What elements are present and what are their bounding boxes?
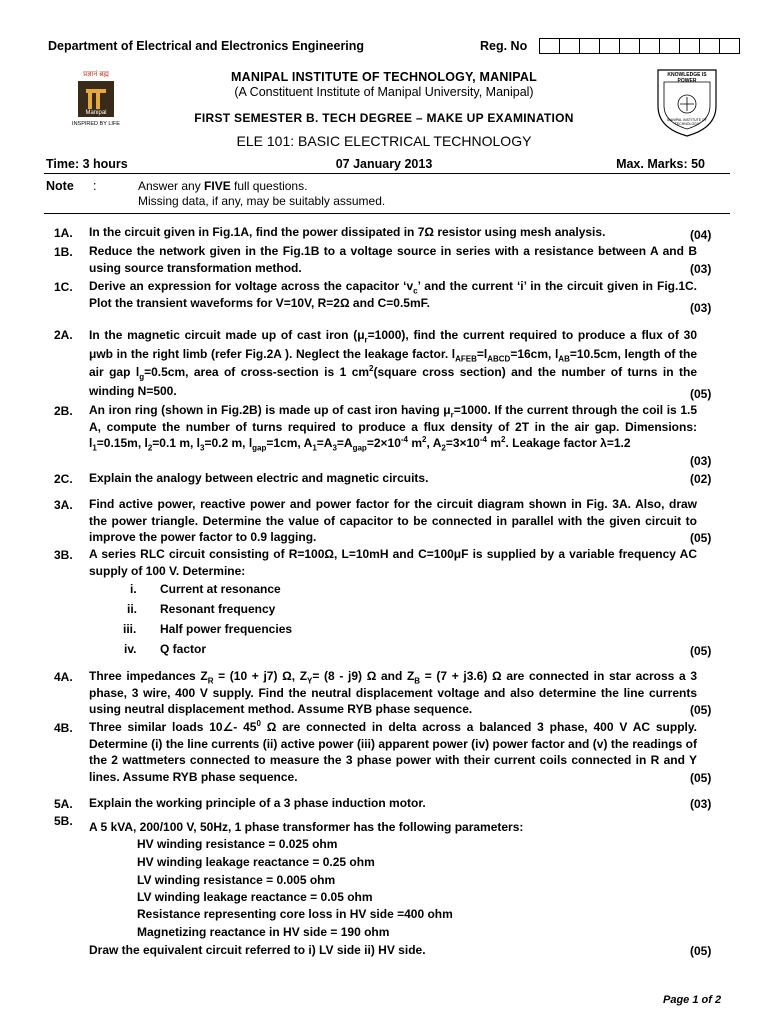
question-number: 1A. bbox=[54, 226, 73, 240]
question-4b-text: Three similar loads 10∠- $45^0$ Ω are connected in delta across a balanced 3 phase, 400 V AC supply. Determine (i) the line currents (ii) active power (iii) apparent power (iv) power factor and (v) the readings of the 2 wattmeters connected to measure the 3 phase power with their current coils connected in R and Y lines. Assume RYB phase sequence. bbox=[89, 719, 697, 784]
list-item: Current at resonance bbox=[160, 582, 281, 596]
question-marks: (04) bbox=[690, 228, 712, 242]
question-number: 2A. bbox=[54, 328, 73, 342]
exam-title: FIRST SEMESTER B. TECH DEGREE – MAKE UP EXAMINATION bbox=[194, 111, 574, 125]
question-4a-text: Three impedances $Z_R = (10 + j7)$ Ω, $Z_Y= (8 - j9)$ Ω and $Z_B = (7 + j3.6)$ Ω are connected in star across a 3 phase, 3 wire, 400 V supply. Find the neutral displacement voltage and also determine the line currents using neutral displacement method. Assume RYB phase sequence. bbox=[89, 669, 698, 717]
exam-duration: Time: 3 hours bbox=[46, 157, 128, 171]
parameter-line: LV winding resistance = 0.005 ohm bbox=[137, 873, 336, 887]
question-marks: (05) bbox=[690, 944, 712, 958]
page-number: Page 1 of 2 bbox=[663, 994, 722, 1006]
list-item-number: ii. bbox=[127, 602, 138, 616]
list-item: Q factor bbox=[160, 642, 207, 656]
question-marks: (03) bbox=[690, 262, 712, 276]
question-3b-text: A series RLC circuit consisting of R=100Ω, L=10mH and C=100μF is supplied by a variable frequency AC supply of 100 V. Determine: bbox=[89, 547, 697, 578]
list-item: Half power frequencies bbox=[160, 622, 293, 636]
question-number: 3B. bbox=[54, 548, 73, 562]
list-item-number: i. bbox=[130, 582, 137, 596]
department-name: Department of Electrical and Electronics Engineering bbox=[48, 39, 365, 53]
header-divider bbox=[44, 173, 730, 174]
question-marks: (03) bbox=[690, 454, 712, 468]
question-number: 4B. bbox=[54, 721, 73, 735]
question-2b-text: An iron ring (shown in Fig.2B) is made up of cast iron having $\mu_r=1000$. If the current through the coil is 1.5 A, compute the number of turns required to produce a flux density of 2T in the air gap. Dimensions: $l_1=0.15m$, $l_2=0.1$ m, $l_3=0.2$ m, $l_{gap}=1cm$, $A_1=A_3=A_{gap}=2\times 10^{-4}$ $m^2$, $A_2=3\times 10^{-4}$ $m^2$. Leakage factor λ=1.2 bbox=[89, 403, 697, 453]
question-marks: (05) bbox=[690, 703, 712, 717]
note-colon: : bbox=[93, 179, 97, 193]
parameter-line: HV winding resistance = 0.025 ohm bbox=[137, 837, 338, 851]
question-number: 1C. bbox=[54, 280, 73, 294]
question-number: 1B. bbox=[54, 245, 73, 259]
list-item: Resonant frequency bbox=[160, 602, 276, 616]
question-marks: (03) bbox=[690, 301, 712, 315]
reg-no-label: Reg. No bbox=[480, 39, 528, 53]
exam-date: 07 January 2013 bbox=[335, 157, 433, 171]
question-number: 3A. bbox=[54, 498, 73, 512]
question-number: 4A. bbox=[54, 670, 73, 684]
question-marks: (02) bbox=[690, 472, 712, 486]
question-marks: (05) bbox=[690, 531, 712, 545]
course-title: ELE 101: BASIC ELECTRICAL TECHNOLOGY bbox=[236, 133, 532, 149]
list-item-number: iii. bbox=[123, 622, 137, 636]
question-1a-text: In the circuit given in Fig.1A, find the power dissipated in 7Ω resistor using mesh analysis. bbox=[89, 225, 606, 239]
question-2c-text: Explain the analogy between electric and magnetic circuits. bbox=[89, 471, 429, 485]
question-1b-text: Reduce the network given in the Fig.1B to a voltage source in series with a resistance between A and B using source transformation method. bbox=[89, 244, 697, 275]
question-number: 2C. bbox=[54, 472, 73, 486]
question-marks: (05) bbox=[690, 387, 712, 401]
list-item-number: iv. bbox=[124, 642, 137, 656]
question-marks: (05) bbox=[690, 771, 712, 785]
question-number: 5A. bbox=[54, 797, 73, 811]
question-marks: (05) bbox=[690, 644, 712, 658]
constituent-line: (A Constituent Institute of Manipal University, Manipal) bbox=[234, 85, 534, 99]
question-number: 2B. bbox=[54, 404, 73, 418]
question-5b-intro: A 5 kVA, 200/100 V, 50Hz, 1 phase transformer has the following parameters: bbox=[89, 820, 524, 834]
mit-seal-logo: KNOWLEDGE IS POWER MANIPAL INSTITUTE OF TECHNOLOGY bbox=[652, 66, 722, 138]
question-3a-text: Find active power, reactive power and power factor for the circuit diagram shown in Fig. 3A. Also, draw the power triangle. Determine the value of capacitor to be connected in parallel with the given circuit to improve the power factor to 0.9 lagging. bbox=[89, 497, 697, 545]
note-divider bbox=[44, 213, 730, 214]
note-line-2: Missing data, if any, may be suitably assumed. bbox=[138, 194, 386, 208]
question-5a-text: Explain the working principle of a 3 phase induction motor. bbox=[89, 796, 426, 810]
question-marks: (03) bbox=[690, 797, 712, 811]
question-5b-closing: Draw the equivalent circuit referred to i) LV side ii) HV side. bbox=[89, 943, 426, 957]
manipal-logo: प्रज्ञानं ब्रह्म Manipal INSPIRED BY LIFE bbox=[72, 71, 120, 127]
question-2a-text: In the magnetic circuit made up of cast iron $(\mu_r=1000)$, find the current required to produce a flux of 30 μwb in the right limb (refer Fig.2A ). Neglect the leakage factor. $l_{AFEB}=l_{ABCD}=16cm$, $l_{AB}=10.5cm$, length of the air gap $l_g=0.5cm$, area of cross-section is 1 $cm^2(square$ cross section) and the number of turns in the winding N=500. bbox=[89, 328, 698, 398]
note-line-1: Answer any FIVE full questions. bbox=[138, 179, 308, 193]
institute-name: MANIPAL INSTITUTE OF TECHNOLOGY, MANIPAL bbox=[231, 70, 537, 84]
question-number: 5B. bbox=[54, 814, 73, 828]
parameter-line: Resistance representing core loss in HV side =400 ohm bbox=[137, 907, 453, 921]
reg-no-boxes[interactable] bbox=[540, 38, 740, 54]
question-1c-text: Derive an expression for voltage across the capacitor ‘$v_c$’ and the current ‘i’ in the circuit given in Fig.1C. Plot the transient waveforms for V=10V, R=2Ω and C=0.5mF. bbox=[89, 279, 698, 310]
parameter-line: Magnetizing reactance in HV side = 190 ohm bbox=[137, 925, 390, 939]
parameter-line: LV winding leakage reactance = 0.05 ohm bbox=[137, 890, 373, 904]
note-label: Note bbox=[46, 179, 74, 193]
max-marks: Max. Marks: 50 bbox=[616, 157, 705, 171]
parameter-line: HV winding leakage reactance = 0.25 ohm bbox=[137, 855, 375, 869]
